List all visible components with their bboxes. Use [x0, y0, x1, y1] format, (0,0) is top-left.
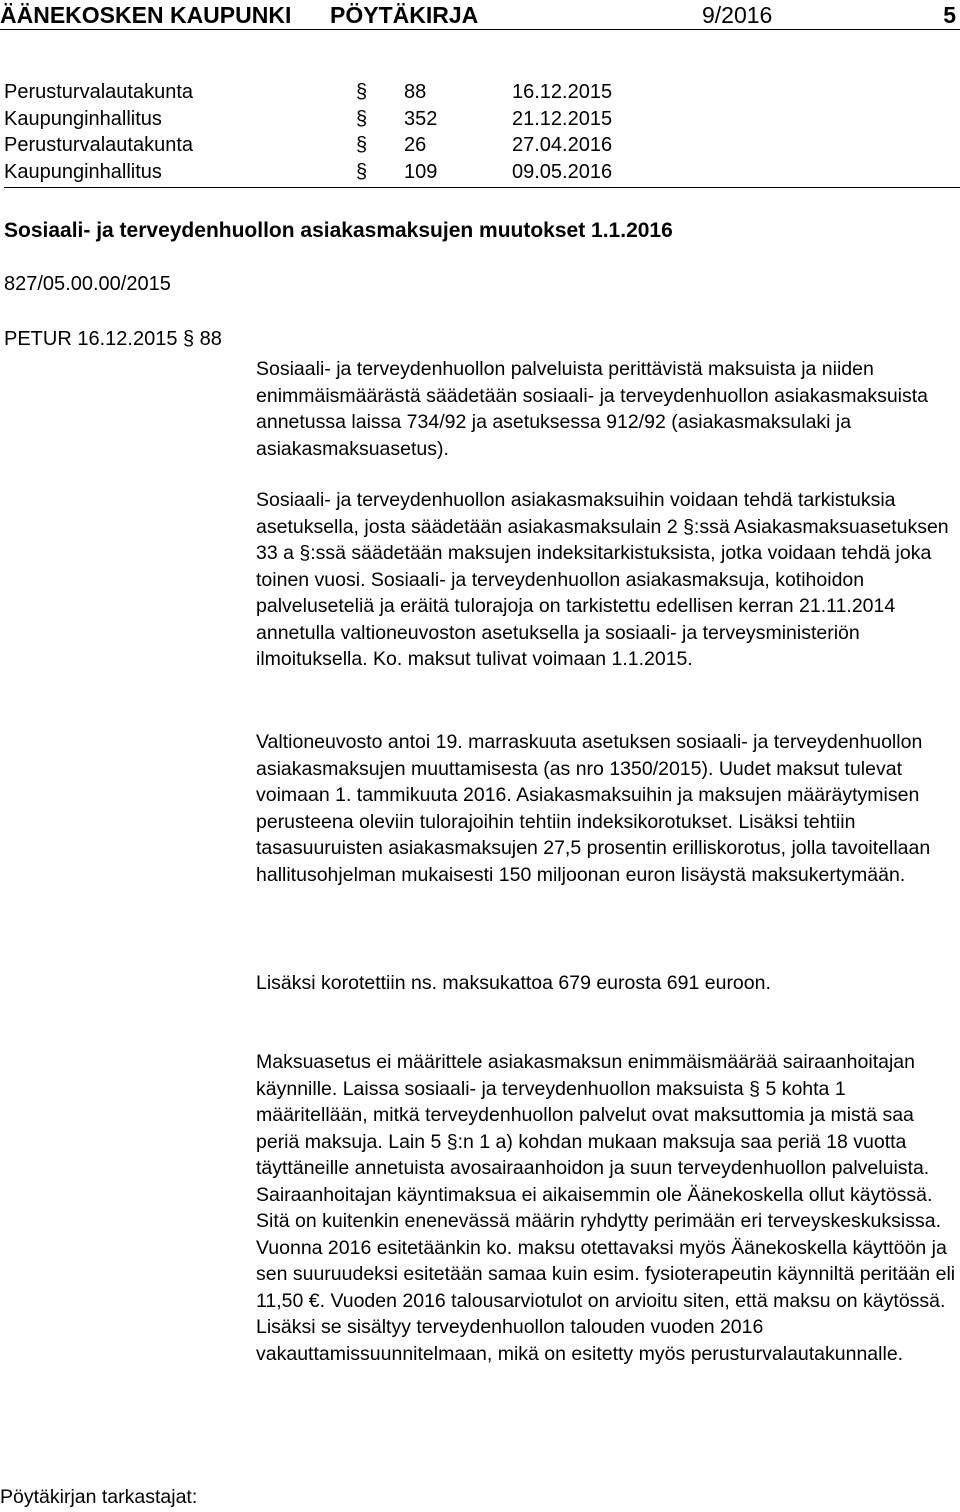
diary-number: 827/05.00.00/2015 [4, 273, 171, 295]
reference-number: 88 [404, 81, 427, 103]
paragraph-text: Lisäksi korotettiin ns. maksukattoa 679 eurosta 691 euroon. [256, 972, 771, 994]
reference-date: 16.12.2015 [512, 81, 613, 103]
reference-body: Perusturvalautakunta [4, 81, 194, 103]
paragraph [256, 1049, 956, 1367]
section-symbol: § [356, 134, 368, 156]
section-symbol: § [356, 81, 368, 103]
reference-body: Kaupunginhallitus [4, 107, 162, 130]
paragraph [256, 356, 956, 462]
reference-row [4, 81, 960, 108]
reference-row [4, 134, 960, 161]
reference-date: 21.12.2015 [512, 107, 613, 130]
meeting-reference: PETUR 16.12.2015 § 88 [4, 328, 222, 350]
page-number: 5 [943, 2, 956, 28]
reference-number: 352 [404, 107, 438, 130]
section-symbol: § [356, 160, 368, 183]
page-header [0, 0, 960, 30]
document-type: PÖYTÄKIRJA [330, 2, 479, 28]
reference-number: 26 [404, 134, 427, 156]
reference-body: Kaupunginhallitus [4, 160, 162, 183]
reference-row [4, 161, 960, 188]
reference-body: Perusturvalautakunta [4, 134, 194, 156]
footer-label: Pöytäkirjan tarkastajat: [0, 1486, 198, 1508]
reference-date: 27.04.2016 [512, 134, 613, 156]
reference-number: 109 [404, 160, 438, 183]
paragraph [256, 487, 956, 673]
section-symbol: § [356, 107, 368, 130]
paragraph-text: Sosiaali- ja terveydenhuollon palveluista perittävistä maksuista ja niiden enimmäismäärästä säädetään sosiaali- ja terveydenhuollon asiakasmaksuista annetussa laissa 734/92 ja asetuksessa 912/92 (asiakasmaksulaki ja asiakasmaksuasetus). [256, 358, 929, 460]
organization-name: ÄÄNEKOSKEN KAUPUNKI [0, 2, 292, 28]
reference-date: 09.05.2016 [512, 160, 613, 183]
paragraph [256, 729, 956, 888]
reference-row [4, 108, 960, 135]
document-number: 9/2016 [702, 2, 773, 28]
document-title: Sosiaali- ja terveydenhuollon asiakasmaksujen muutokset 1.1.2016 [4, 219, 673, 242]
paragraph-text: Maksuasetus ei määrittele asiakasmaksun enimmäismäärää sairaanhoitajan käynnille. Laissa sosiaali- ja terveydenhuollon maksuista § 5 kohta 1 määritellään, mitkä terveydenhuollon palvelut ovat maksuttomia ja mistä saa periä maksuja. Lain 5 §:n 1 a) kohdan mukaan maksuja saa periä 18 vuotta täyttäneille annetuista avosairaanhoidon ja suun terveydenhuollon palveluista. Sairaanhoitajan käyntimaksua ei aikaisemmin ole Äänekoskella ollut käytössä. Sitä on kuitenkin enenevässä määrin ryhdytty perimään eri terveyskeskuksissa. Vuonna 2016 esitetäänkin ko. maksu otettavaksi myös Äänekoskella käyttöön ja sen suuruudeksi esitetään samaa kuin esim. fysioterapeutin käynniltä peritään eli 11,50 €. Vuoden 2016 talousarviotulot on arvioitu siten, että maksu on käytössä. Lisäksi se sisältyy terveydenhuollon talouden vuoden 2016 vakauttamissuunnitelmaan, mikä on esitetty myös perusturvalautakunnalle. [256, 1051, 956, 1365]
paragraph-text: Sosiaali- ja terveydenhuollon asiakasmaksuihin voidaan tehdä tarkistuksia asetuksella, josta säädetään asiakasmaksulain 2 §:ssä Asiakasmaksuasetuksen 33 a §:ssä säädetään maksujen indeksitarkistuksista, jotka voidaan tehdä joka toinen vuosi. Sosiaali- ja terveydenhuollon asiakasmaksuja, kotihoidon palveluseteliä ja eräitä tulorajoja on tarkistettu edellisen kerran 21.11.2014 annetulla valtioneuvoston asetuksella ja sosiaali- ja terveysministeriön ilmoituksella. Ko. maksut tulivat voimaan 1.1.2015. [256, 489, 949, 670]
reference-list [4, 81, 960, 188]
paragraph-text: Valtioneuvosto antoi 19. marraskuuta asetuksen sosiaali- ja terveydenhuollon asiakasmaksujen muuttamisesta (as nro 1350/2015). Uudet maksut tulevat voimaan 1. tammikuuta 2016. Asiakasmaksuihin ja maksujen määräytymisen perusteena oleviin tulorajoihin tehtiin indeksikorotukset. Lisäksi tehtiin tasasuuruisten asiakasmaksujen 27,5 prosentin erilliskorotus, jolla tavoitellaan hallitusohjelman mukaisesti 150 miljoonan euron lisäystä maksukertymään. [256, 731, 931, 886]
paragraph [256, 970, 956, 997]
